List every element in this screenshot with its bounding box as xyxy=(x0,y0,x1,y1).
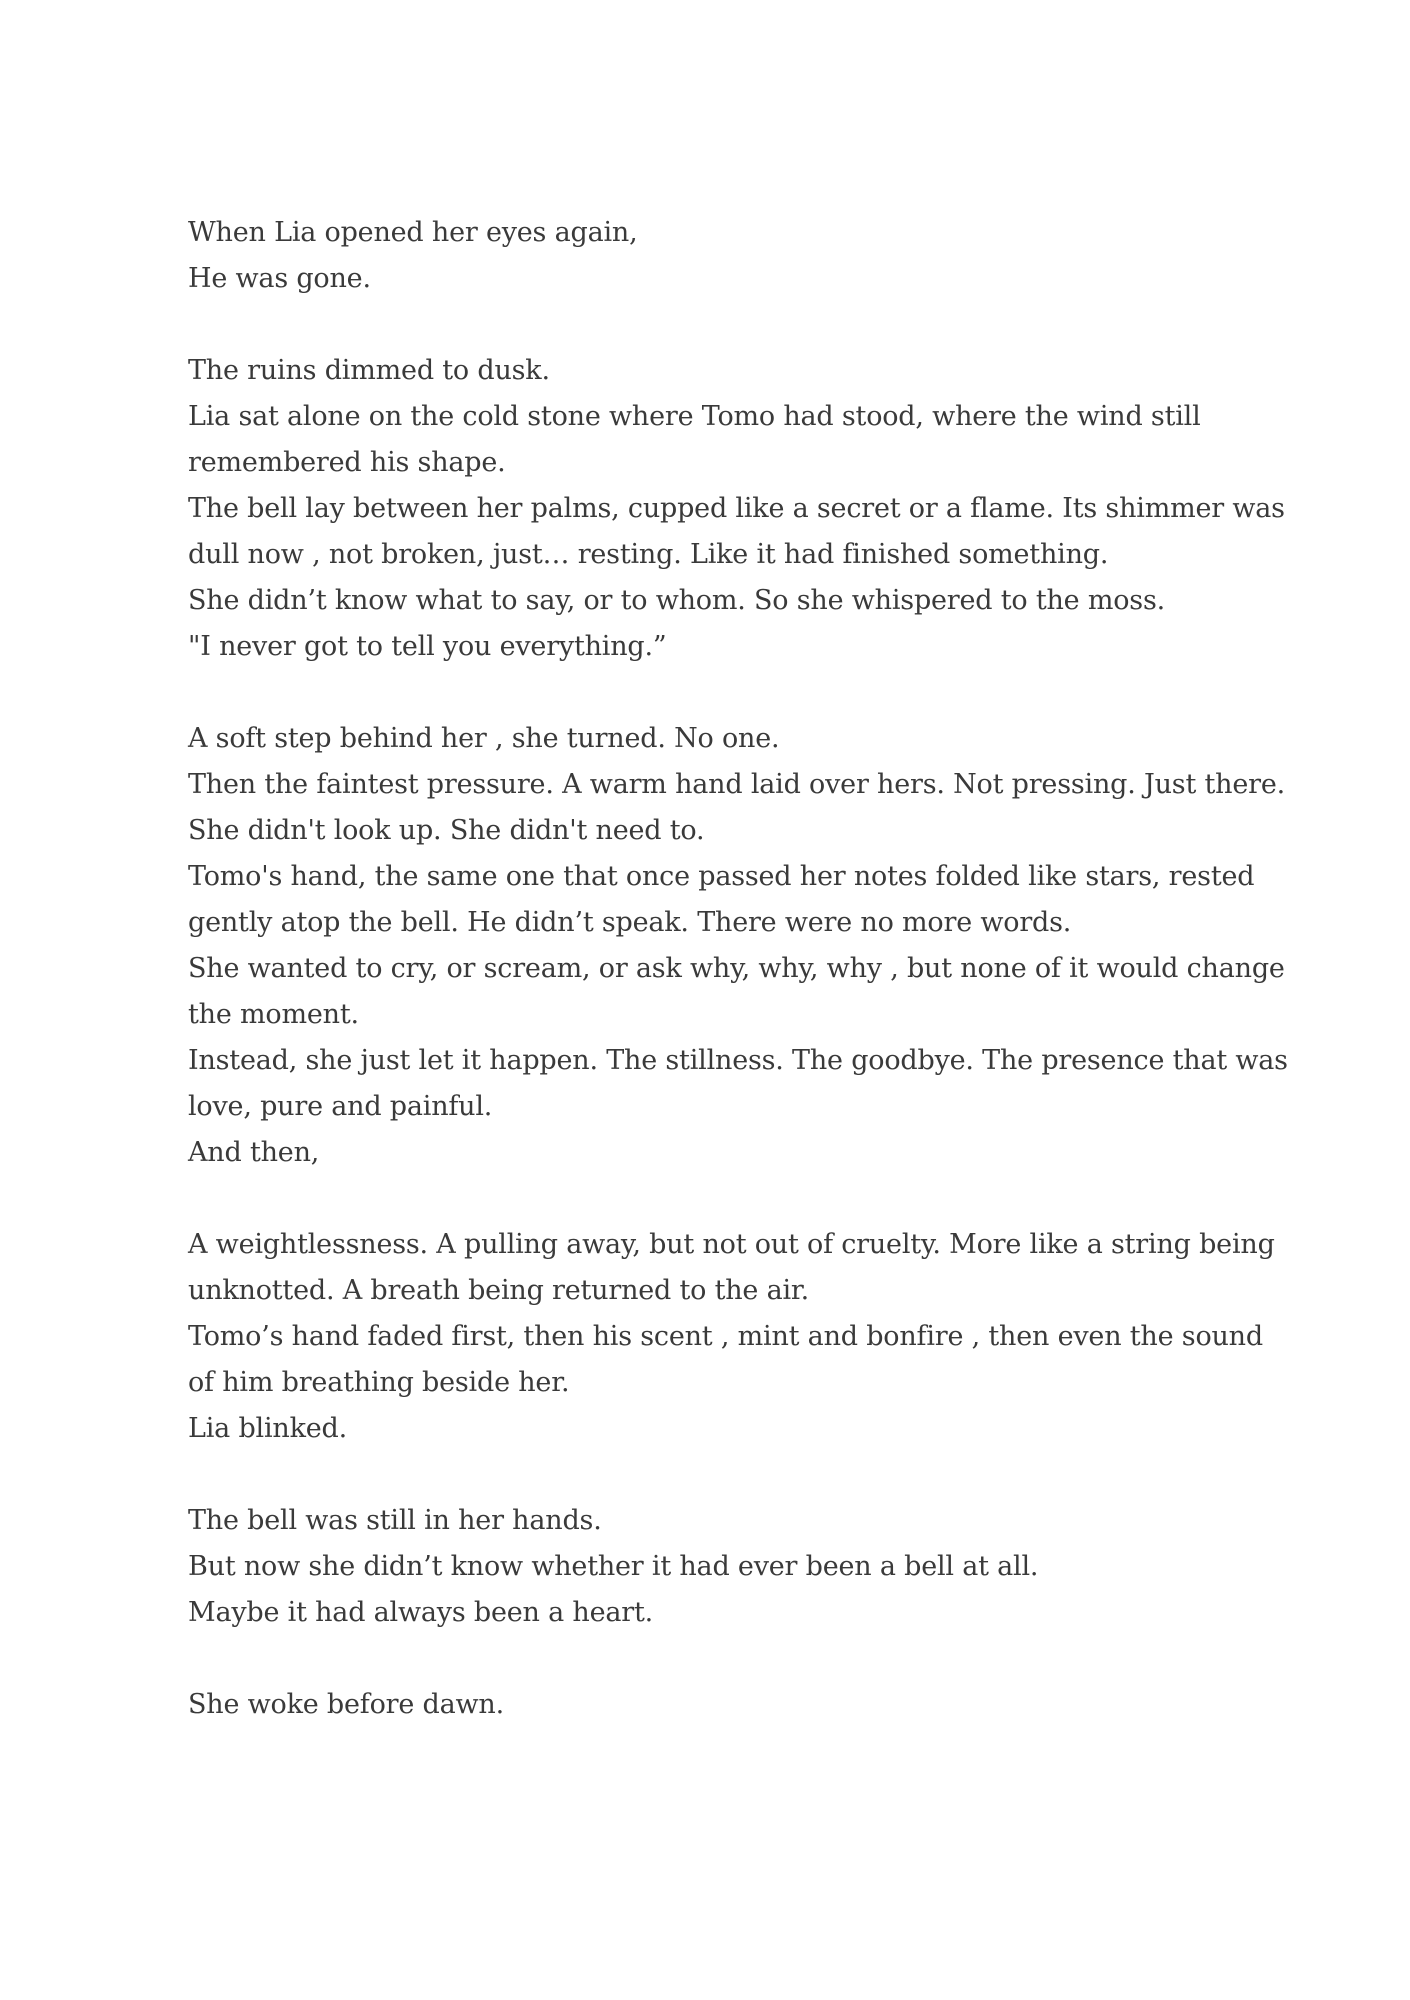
text-line: of him breathing beside her. xyxy=(188,1367,570,1398)
text-line: Then the faintest pressure. A warm hand laid over hers. Not pressing. Just there. xyxy=(188,769,1285,800)
text-line: Instead, she just let it happen. The stillness. The goodbye. The presence that was xyxy=(188,1045,1288,1076)
text-line: She woke before dawn. xyxy=(188,1689,504,1720)
text-line: When Lia opened her eyes again, xyxy=(188,217,638,248)
text-line: Lia sat alone on the cold stone where Tomo had stood, where the wind still xyxy=(188,401,1201,432)
text-line: She didn’t know what to say, or to whom. So she whispered to the moss. xyxy=(188,585,1165,616)
text-line: A weightlessness. A pulling away, but not out of cruelty. More like a string being xyxy=(188,1229,1275,1260)
text-line: Tomo’s hand faded first, then his scent , mint and bonfire , then even the sound xyxy=(188,1321,1263,1352)
text-line: She wanted to cry, or scream, or ask why, why, why , but none of it would change xyxy=(188,953,1285,984)
text-line: unknotted. A breath being returned to the air. xyxy=(188,1275,810,1306)
text-line: remembered his shape. xyxy=(188,447,506,478)
text-line: dull now , not broken, just… resting. Like it had finished something. xyxy=(188,539,1109,570)
text-line: And then, xyxy=(188,1137,320,1168)
paragraph-gap xyxy=(188,302,1268,348)
text-line: Tomo's hand, the same one that once passed her notes folded like stars, rested xyxy=(188,861,1255,892)
text-line: He was gone. xyxy=(188,263,371,294)
paragraph-gap xyxy=(188,1452,1268,1498)
text-line: The ruins dimmed to dusk. xyxy=(188,355,550,386)
text-line: A soft step behind her , she turned. No one. xyxy=(188,723,780,754)
paragraph-gap xyxy=(188,1636,1268,1682)
text-line: love, pure and painful. xyxy=(188,1091,493,1122)
text-line: Maybe it had always been a heart. xyxy=(188,1597,653,1628)
paragraph-gap xyxy=(188,670,1268,716)
paragraph-gap xyxy=(188,1176,1268,1222)
text-line: gently atop the bell. He didn’t speak. There were no more words. xyxy=(188,907,1072,938)
text-line: The bell was still in her hands. xyxy=(188,1505,602,1536)
text-line: She didn't look up. She didn't need to. xyxy=(188,815,705,846)
text-line: The bell lay between her palms, cupped like a secret or a flame. Its shimmer was xyxy=(188,493,1285,524)
text-line: "I never got to tell you everything.” xyxy=(188,631,667,662)
story-text xyxy=(188,210,1288,1728)
text-line: the moment. xyxy=(188,999,359,1030)
text-line: But now she didn’t know whether it had ever been a bell at all. xyxy=(188,1551,1039,1582)
text-line: Lia blinked. xyxy=(188,1413,347,1444)
